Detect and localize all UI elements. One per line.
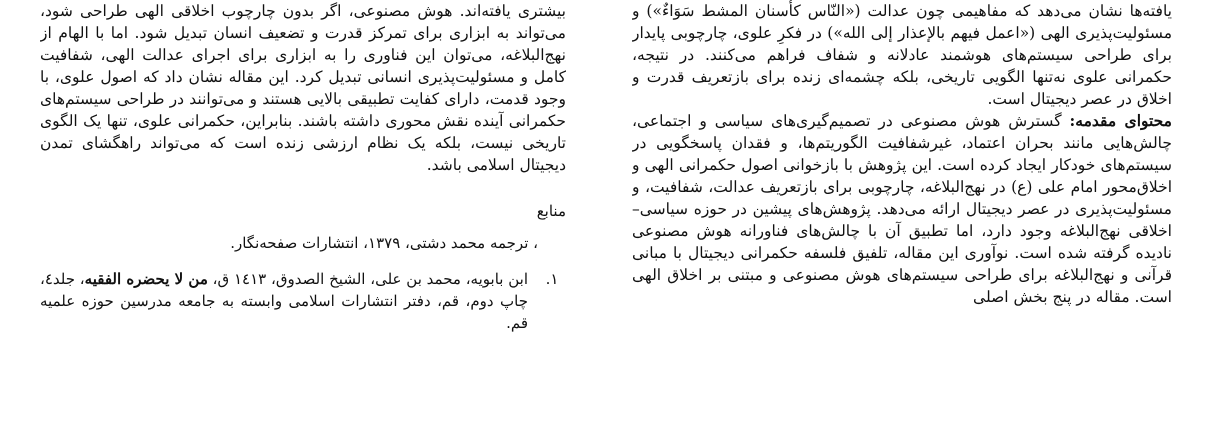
left-column <box>40 0 566 423</box>
findings-paragraph <box>632 0 1172 110</box>
conclusion-text: بیشتری یافته‌اند. هوش مصنوعی، اگر بدون چارچوب اخلاقی الهی طراحی شود، می‌تواند به ابزاری برای تمرکز قدرت و تضعیف انسان تبدیل شود. اما با الهام از نهج‌البلاغه، می‌توان این فناوری را به ابزاری برای اجرای عدالت الهی، شفافیت کامل و مسئولیت‌پذیری انسانی تبدیل کرد. این مقاله نشان داد که اصول علوی، با وجود قدمت، دارای کفایت تطبیقی بالایی هستند و می‌توانند در طراحی سیستم‌های حکمرانی آینده نقش محوری داشته باشند. بنابراین، حکمرانی علوی، تنها یک الگوی تاریخی نیست، بلکه یک نظام ارزشی زنده است که می‌تواند راهگشای تمدن دیجیتال اسلامی باشد. <box>40 2 566 174</box>
introduction-paragraph <box>632 110 1172 308</box>
references-heading: منابع <box>536 202 566 220</box>
introduction-heading: محتوای مقدمه: <box>1069 111 1172 130</box>
reference-text <box>40 268 528 334</box>
reference-author: ابن بابویه، محمد بن علی، الشیخ الصدوق، ۱٤۱۳ ق، <box>207 270 528 288</box>
conclusion-paragraph <box>40 0 566 176</box>
reference-number: ۱. <box>545 270 559 288</box>
reference-line: ، ترجمه محمد دشتی، ۱۳۷۹، انتشارات صفحه‌نگار. <box>230 234 538 252</box>
introduction-text: گسترش هوش مصنوعی در تصمیم‌گیری‌های سیاسی و اجتماعی، چالش‌هایی مانند بحران اعتماد، غیرشفافیت الگوریتم‌ها، و فقدان پاسخگویی در سیستم‌های خودکار ایجاد کرده است. این پژوهش با بازخوانی اصول حکمرانی الهی و اخلاق‌محور امام علی (ع) در نهج‌البلاغه، چارچوبی برای بازتعریف عدالت، شفافیت، و مسئولیت‌پذیری در عصر دیجیتال ارائه می‌دهد. پژوهش‌های پیشین در حوزه سیاسی–اخلاقی نهج‌البلاغه وجود دارد، اما تطبیق آن با چالش‌های فناورانه هوش مصنوعی نادیده گرفته شده است. نوآوری این مقاله، تلفیق فلسفه حکمرانی دیجیتال با مبانی قرآنی و نهج‌البلاغه برای طراحی سیستم‌های هوش مصنوعی و مبتنی بر اخلاق الهی است. مقاله در پنج بخش اصلی <box>632 112 1172 306</box>
reference-item <box>40 268 566 334</box>
reference-publisher: ، جلد٤، چاپ دوم، قم، دفتر انتشارات اسلامی وابسته به جامعه مدرسین حوزه علمیه قم. <box>40 270 528 332</box>
reference-title: من لا یحضره الفقیه <box>84 270 208 288</box>
findings-text: یافته‌ها نشان می‌دهد که مفاهیمی چون عدالت («النّاس کأسنان المشط سَوَاءٌ») و مسئولیت‌پذیری الهی («اعمل فیهم بالإعذار إلی الله») در فکرِ علوی، چارچوبی پایدار برای طراحی سیستم‌های هوشمند عادلانه و شفاف فراهم می‌کنند. در نتیجه، حکمرانی علوی نه‌تنها الگویی تاریخی، بلکه چشمه‌ای زنده برای بازتعریف قدرت و اخلاق در عصر دیجیتال است. <box>632 2 1172 108</box>
right-column <box>632 0 1172 423</box>
